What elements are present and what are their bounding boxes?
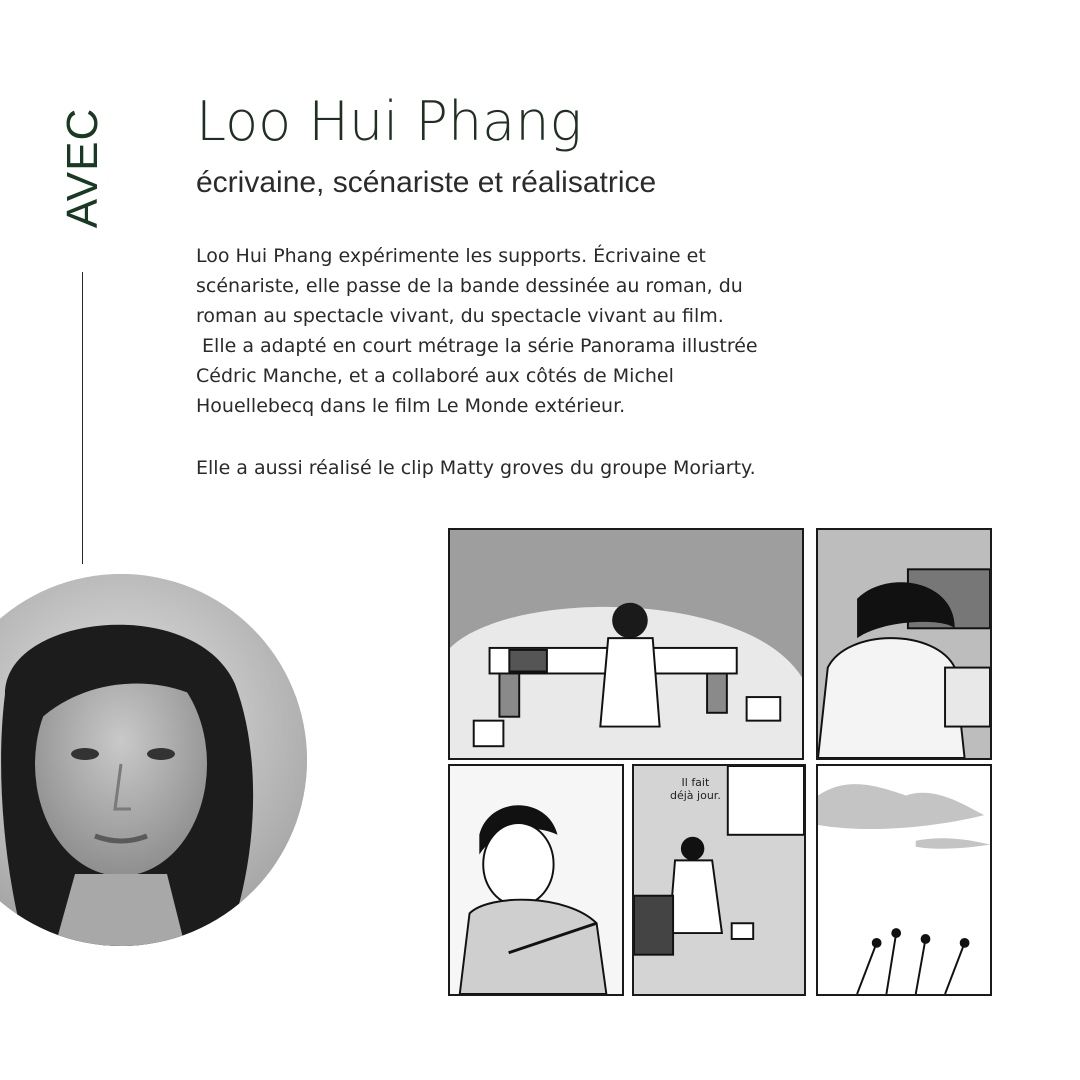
bio-extra: Elle a aussi réalisé le clip Matty groves du groupe Moriarty. bbox=[196, 457, 756, 479]
bio-line: roman au spectacle vivant, du spectacle vivant au film. bbox=[196, 305, 724, 327]
person-name: Loo Hui Phang bbox=[196, 90, 582, 153]
comic-panel bbox=[448, 528, 804, 760]
bio-line: Cédric Manche, et a collaboré aux côtés de Michel bbox=[196, 365, 674, 387]
bio-line: Houellebecq dans le film Le Monde extérieur. bbox=[196, 395, 626, 417]
bio-line: Loo Hui Phang expérimente les supports. Écrivaine et bbox=[196, 245, 706, 267]
portrait-photo bbox=[0, 574, 307, 946]
comic-panel bbox=[816, 764, 992, 996]
speech-text: Il fait bbox=[681, 776, 710, 789]
comic-panel bbox=[448, 764, 624, 996]
comic-strip bbox=[446, 526, 994, 1000]
bio-line: scénariste, elle passe de la bande dessinée au roman, du bbox=[196, 275, 743, 297]
speech-text: déjà jour. bbox=[670, 789, 721, 802]
comic-panel bbox=[816, 528, 992, 760]
side-label bbox=[58, 96, 108, 240]
vertical-divider bbox=[82, 272, 83, 564]
bio-line: Elle a adapté en court métrage la série Panorama illustrée bbox=[196, 335, 758, 357]
side-label-text: AVEC bbox=[58, 107, 107, 229]
biography bbox=[196, 241, 896, 483]
speech-bubble bbox=[670, 776, 721, 802]
comic-panel bbox=[632, 764, 806, 996]
person-role: écrivaine, scénariste et réalisatrice bbox=[196, 166, 657, 199]
